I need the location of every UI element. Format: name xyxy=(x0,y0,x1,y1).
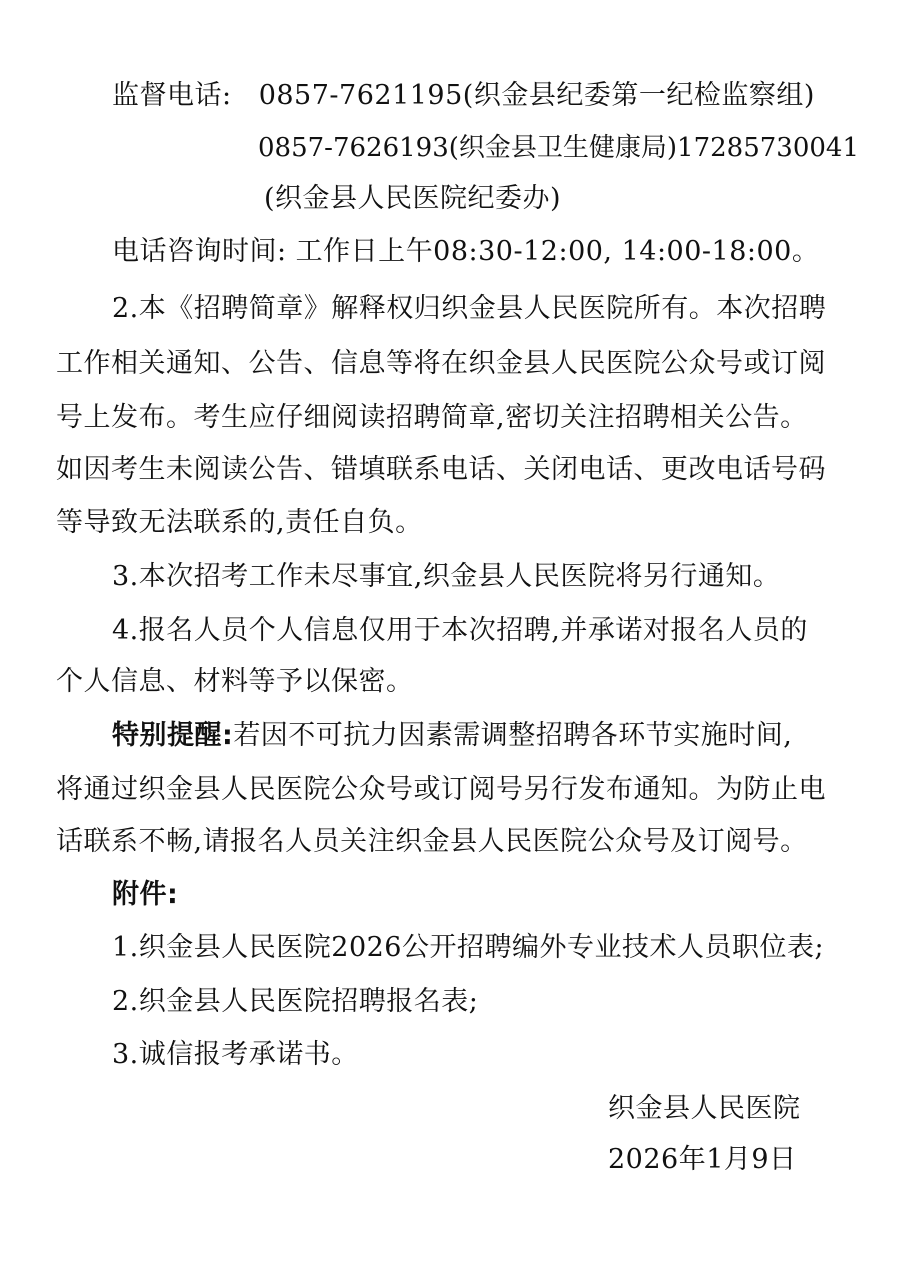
supervision-line xyxy=(112,77,815,115)
item2-line-4: 如因考生未阅读公告、错填联系电话、关闭电话、更改电话号码 xyxy=(56,454,826,485)
supervision-label: 监督电话: xyxy=(112,80,232,111)
consult-time: 电话咨询时间: 工作日上午08:30-12:00, 14:00-18:00。 xyxy=(112,236,820,267)
reminder-line-3: 话联系不畅,请报名人员关注织金县人民医院公众号及订阅号。 xyxy=(56,826,808,857)
signature-date: 2026年1月9日 xyxy=(608,1144,797,1175)
reminder-line-2: 将通过织金县人民医院公众号或订阅号另行发布通知。为防止电 xyxy=(56,774,826,805)
attachments-label: 附件: xyxy=(112,879,179,910)
item2-line-3: 号上发布。考生应仔细阅读招聘简章,密切关注招聘相关公告。 xyxy=(56,402,808,433)
item4-line-2: 个人信息、材料等予以保密。 xyxy=(56,666,414,697)
item2-line-1: 2.本《招聘简章》解释权归织金县人民医院所有。本次招聘 xyxy=(112,293,827,324)
reminder-text-1: 若因不可抗力因素需调整招聘各环节实施时间, xyxy=(233,720,793,751)
item2-line-2: 工作相关通知、公告、信息等将在织金县人民医院公众号或订阅 xyxy=(56,348,826,379)
supervision-phone-2: 0857-7626193(织金县卫生健康局)17285730041 xyxy=(258,133,859,163)
attachment-item-2: 2.织金县人民医院招聘报名表; xyxy=(112,986,479,1017)
attachment-item-1: 1.织金县人民医院2026公开招聘编外专业技术人员职位表; xyxy=(112,932,825,963)
attachment-item-3: 3.诚信报考承诺书。 xyxy=(112,1039,359,1070)
signature-org: 织金县人民医院 xyxy=(608,1093,801,1124)
item2-line-5: 等导致无法联系的,责任自负。 xyxy=(56,507,423,538)
supervision-phone-1: 0857-7621195(织金县纪委第一纪检监察组) xyxy=(258,80,815,111)
item4-line-1: 4.报名人员个人信息仅用于本次招聘,并承诺对报名人员的 xyxy=(112,615,808,646)
reminder-line-1 xyxy=(112,717,792,755)
reminder-label: 特别提醒: xyxy=(112,720,234,751)
item3-line: 3.本次招考工作未尽事宜,织金县人民医院将另行通知。 xyxy=(112,561,781,592)
supervision-phone-3: (织金县人民医院纪委办) xyxy=(264,183,562,214)
